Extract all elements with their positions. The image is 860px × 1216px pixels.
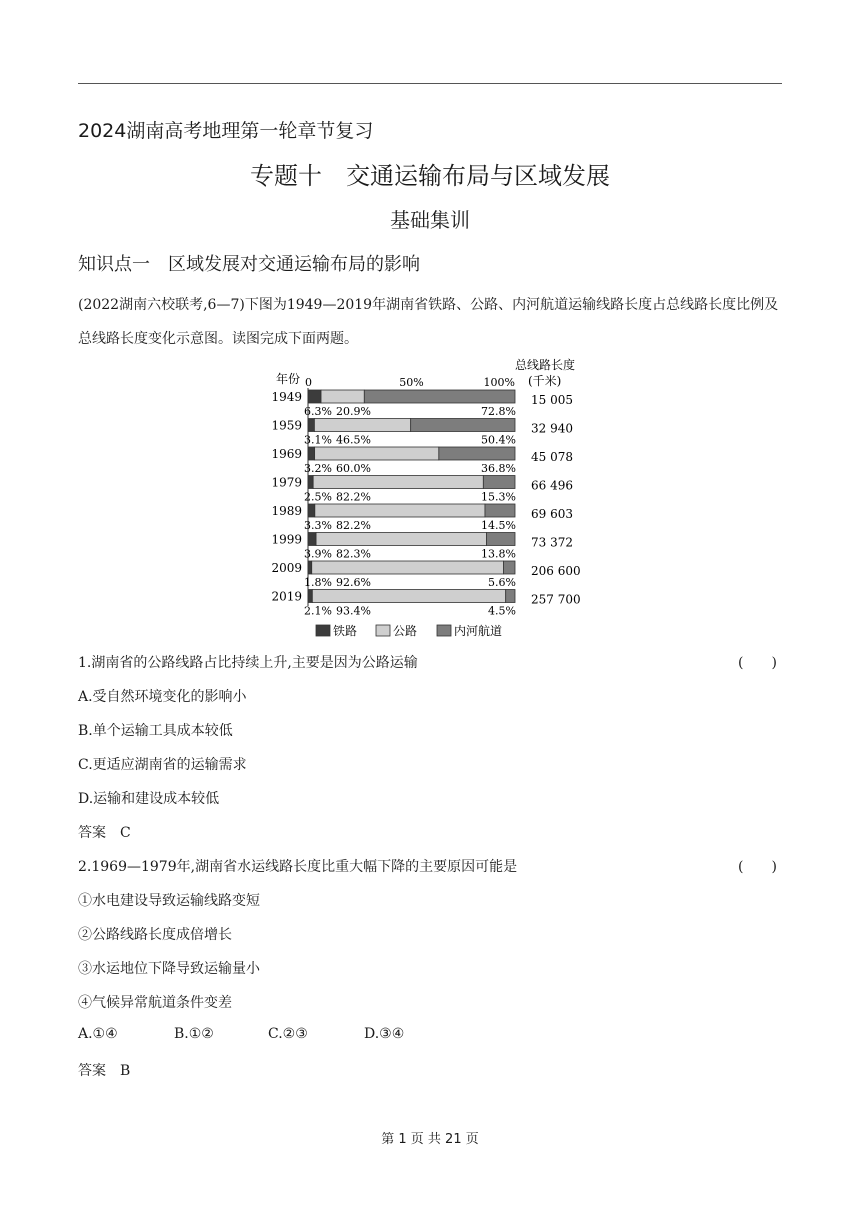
- waterway-percent-label: 5.6%: [488, 576, 516, 589]
- railway-percent-label: 6.3%: [304, 405, 332, 418]
- year-label: 1989: [271, 504, 302, 518]
- series-title: 2024湖南高考地理第一轮章节复习: [78, 120, 374, 142]
- bar-segment-内河航道: [486, 533, 515, 546]
- bar-segment-内河航道: [485, 504, 515, 517]
- bar-segment-铁路: [308, 476, 313, 489]
- bar-segment-公路: [321, 390, 364, 403]
- waterway-percent-label: 4.5%: [488, 604, 516, 618]
- bar-segment-公路: [314, 419, 410, 432]
- total-length-value: 69 603: [531, 507, 573, 521]
- railway-percent-label: 1.8%: [304, 576, 332, 589]
- sub-title: 基础集训: [390, 208, 470, 232]
- total-length-value: 73 372: [531, 535, 573, 550]
- bar-segment-铁路: [308, 533, 316, 546]
- question-2-option-d: D.③④: [364, 1026, 405, 1042]
- main-title: 专题十 交通运输布局与区域发展: [250, 162, 610, 190]
- total-length-header: 总线路长度: [515, 358, 576, 372]
- highway-percent-label: 82.2%: [336, 490, 371, 504]
- total-length-value: 32 940: [531, 421, 573, 436]
- year-label: 1999: [271, 532, 302, 547]
- year-label: 1949: [271, 390, 302, 404]
- total-length-value: 45 078: [531, 450, 573, 464]
- bar-segment-公路: [315, 504, 485, 517]
- question-2-bracket: ( ): [738, 859, 777, 875]
- page-footer: 第 1 页 共 21 页: [381, 1132, 479, 1147]
- total-length-value: 257 700: [531, 592, 581, 607]
- question-1-option-a: A.受自然环境变化的影响小: [78, 689, 247, 705]
- legend-label: 公路: [393, 624, 418, 638]
- railway-percent-label: 3.9%: [304, 547, 332, 561]
- total-length-value: 66 496: [531, 478, 573, 493]
- highway-percent-label: 93.4%: [336, 604, 371, 618]
- bar-segment-铁路: [308, 504, 315, 517]
- waterway-percent-label: 36.8%: [481, 462, 516, 475]
- total-length-value: 206 600: [531, 564, 581, 578]
- question-2-statement-4: ④气候异常航道条件变差: [78, 995, 232, 1011]
- highway-percent-label: 46.5%: [336, 433, 371, 447]
- question-2-stem: 2.1969—1979年,湖南省水运线路长度比重大幅下降的主要原因可能是: [78, 859, 518, 875]
- highway-percent-label: 92.6%: [336, 576, 371, 589]
- question-1-bracket: ( ): [738, 655, 777, 671]
- bar-segment-公路: [312, 590, 505, 603]
- x-tick-label: 50%: [399, 376, 424, 389]
- waterway-percent-label: 13.8%: [481, 547, 516, 561]
- waterway-percent-label: 14.5%: [481, 519, 516, 532]
- question-1-option-b: B.单个运输工具成本较低: [78, 723, 233, 739]
- railway-percent-label: 3.3%: [304, 519, 332, 532]
- legend-swatch-铁路: [316, 625, 330, 636]
- bar-segment-铁路: [308, 590, 312, 603]
- legend-swatch-公路: [376, 625, 390, 636]
- year-label: 1979: [271, 475, 302, 490]
- bar-segment-内河航道: [483, 476, 515, 489]
- bar-segment-内河航道: [439, 447, 515, 460]
- question-2-option-b: B.①②: [174, 1026, 214, 1042]
- year-label: 1959: [271, 418, 302, 433]
- question-2-option-c: C.②③: [268, 1026, 308, 1042]
- question-intro: (2022湖南六校联考,6—7)下图为1949—2019年湖南省铁路、公路、内河航道运输线路长度占总线路长度比例及总线路长度变化示意图。读图完成下面两题。: [78, 297, 779, 347]
- total-length-unit: (千米): [528, 374, 562, 388]
- year-label: 2019: [271, 589, 302, 604]
- legend-swatch-内河航道: [437, 625, 451, 636]
- highway-percent-label: 60.0%: [336, 462, 371, 475]
- railway-percent-label: 3.2%: [304, 462, 332, 475]
- question-2-option-a: A.①④: [78, 1026, 118, 1042]
- y-axis-header: 年份: [276, 372, 301, 386]
- bar-segment-铁路: [308, 447, 315, 460]
- x-tick-label: 100%: [483, 376, 515, 389]
- total-length-value: 15 005: [531, 393, 573, 407]
- railway-percent-label: 2.5%: [304, 490, 332, 504]
- stacked-bar-chart: [0, 350, 860, 645]
- section-title: 知识点一 区域发展对交通运输布局的影响: [78, 254, 420, 275]
- bar-segment-内河航道: [506, 590, 515, 603]
- waterway-percent-label: 50.4%: [481, 433, 516, 447]
- question-2-answer: 答案 B: [78, 1063, 131, 1079]
- year-label: 1969: [271, 447, 302, 461]
- waterway-percent-label: 15.3%: [481, 490, 516, 504]
- legend-label: 内河航道: [454, 624, 503, 638]
- question-2-statement-2: ②公路线路长度成倍增长: [78, 927, 232, 943]
- bar-segment-内河航道: [364, 390, 515, 403]
- bar-segment-公路: [316, 533, 486, 546]
- question-2-statement-3: ③水运地位下降导致运输量小: [78, 961, 260, 977]
- bar-segment-铁路: [308, 419, 314, 432]
- question-1-stem: 1.湖南省的公路线路占比持续上升,主要是因为公路运输: [78, 655, 418, 671]
- question-1-option-c: C.更适应湖南省的运输需求: [78, 757, 247, 773]
- bar-segment-内河航道: [411, 419, 515, 432]
- highway-percent-label: 20.9%: [336, 405, 371, 418]
- bar-segment-铁路: [308, 390, 321, 403]
- highway-percent-label: 82.3%: [336, 547, 371, 561]
- question-1-option-d: D.运输和建设成本较低: [78, 791, 220, 807]
- question-1-answer: 答案 C: [78, 825, 131, 841]
- header-rule: [78, 83, 782, 84]
- bar-segment-内河航道: [503, 561, 515, 574]
- year-label: 2009: [271, 561, 302, 575]
- bar-segment-铁路: [308, 561, 312, 574]
- railway-percent-label: 3.1%: [304, 433, 332, 447]
- bar-segment-公路: [313, 476, 483, 489]
- question-2-statement-1: ①水电建设导致运输线路变短: [78, 893, 260, 909]
- bar-segment-公路: [312, 561, 504, 574]
- waterway-percent-label: 72.8%: [481, 405, 516, 418]
- x-tick-label: 0: [305, 376, 312, 389]
- railway-percent-label: 2.1%: [304, 604, 332, 618]
- bar-segment-公路: [315, 447, 439, 460]
- legend-label: 铁路: [333, 624, 358, 638]
- highway-percent-label: 82.2%: [336, 519, 371, 532]
